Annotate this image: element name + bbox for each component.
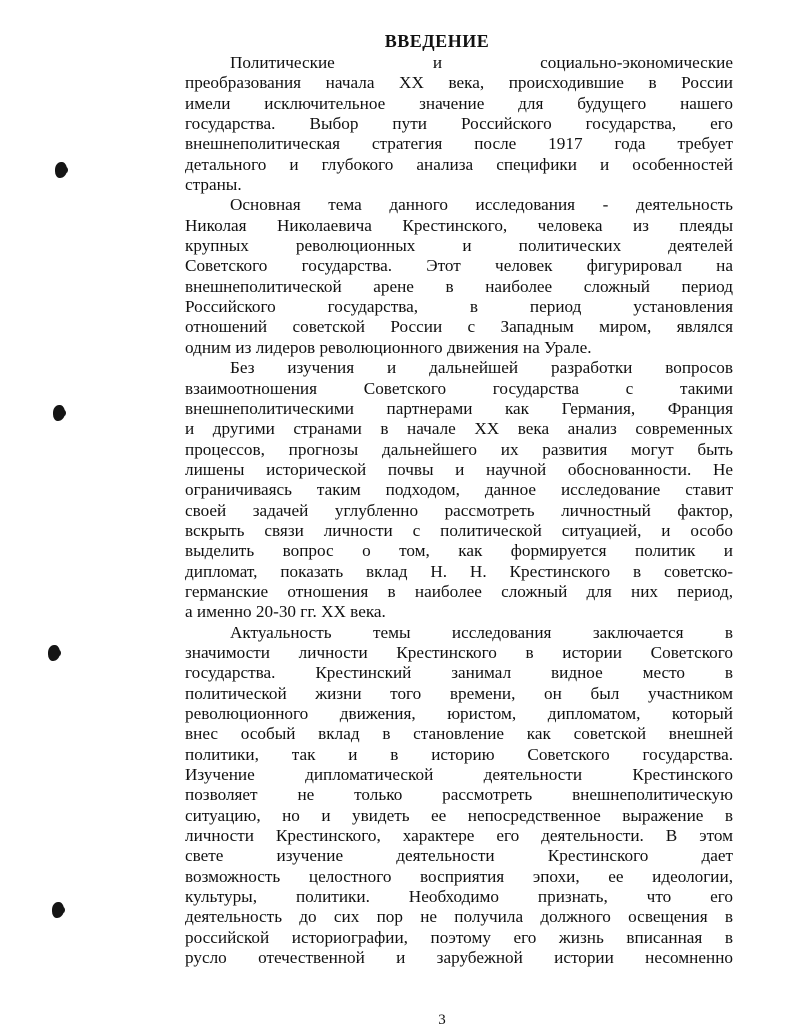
text-line: имели исключительное значение для будущего нашего bbox=[185, 93, 733, 113]
punch-hole-mark bbox=[55, 162, 67, 178]
text-line: деятельность до сих пор не получила должного освещения в bbox=[185, 907, 733, 927]
punch-hole-mark bbox=[53, 405, 65, 421]
text-line: Политические и социально-экономические bbox=[230, 53, 733, 72]
text-line: свете изучение деятельности Крестинского дает bbox=[185, 846, 733, 866]
page-number: 3 bbox=[438, 1012, 446, 1028]
text-line: одним из лидеров революционного движения на Урале. bbox=[185, 337, 592, 357]
text-line: значимости личности Крестинского в истории Советского bbox=[185, 642, 733, 662]
text-line: Без изучения и дальнейшей разработки вопросов bbox=[230, 358, 733, 378]
text-line: внешнеполитической арене в наиболее сложный период bbox=[185, 276, 733, 296]
text-line: революционного движения, юристом, дипломатом, который bbox=[185, 704, 733, 723]
text-line: ограничиваясь таким подходом, данное исследование ставит bbox=[185, 480, 733, 500]
text-line: внешнеполитическими партнерами как Германия, Франция bbox=[185, 398, 733, 418]
text-line: культуры, политики. Необходимо признать, что его bbox=[185, 887, 733, 907]
text-line: Российского государства, в период установления bbox=[185, 297, 733, 317]
text-line: детального и глубокого анализа специфики и особенностей bbox=[185, 154, 733, 174]
text-line: вскрыть связи личности с политической ситуацией, и особо bbox=[185, 520, 733, 540]
body-text bbox=[185, 53, 733, 968]
text-line: внес особый вклад в становление как советской внешней bbox=[185, 724, 733, 744]
text-line: Изучение дипломатической деятельности Крестинского bbox=[185, 765, 733, 785]
text-line: Советского государства. Этот человек фигурировал на bbox=[185, 256, 733, 276]
text-line: русло отечественной и зарубежной истории несомненно bbox=[185, 948, 733, 968]
text-line: политики, так и в историю Советского государства. bbox=[185, 744, 733, 764]
text-line: позволяет не только рассмотреть внешнеполитическую bbox=[185, 785, 733, 805]
text-line: крупных революционных и политических деятелей bbox=[185, 236, 733, 256]
text-line: личности Крестинского, характере его деятельности. В этом bbox=[185, 826, 733, 846]
text-line: процессов, прогнозы дальнейшего их развития могут быть bbox=[185, 439, 733, 459]
text-line: Николая Николаевича Крестинского, человека из плеяды bbox=[185, 215, 733, 235]
text-line: политической жизни того времени, он был участником bbox=[185, 683, 733, 703]
text-line: преобразования начала XX века, происходившие в России bbox=[185, 73, 733, 93]
text-line: взаимоотношения Советского государства с такими bbox=[185, 378, 733, 398]
page-title: ВВЕДЕНИЕ bbox=[384, 31, 490, 51]
punch-hole-mark bbox=[52, 902, 64, 918]
text-line: государства. Выбор пути Российского государства, его bbox=[185, 114, 733, 134]
text-line: и другими странами в начале XX века анализ современных bbox=[185, 419, 733, 439]
text-line: а именно 20-30 гг. XX века. bbox=[185, 602, 386, 622]
text-line: своей задачей углубленно рассмотреть личностный фактор, bbox=[185, 500, 733, 520]
text-line: страны. bbox=[185, 175, 242, 195]
text-line: возможность целостного восприятия эпохи, ее идеологии, bbox=[185, 866, 733, 886]
text-line: государства. Крестинский занимал видное место в bbox=[185, 663, 733, 683]
text-line: лишены исторической почвы и научной обоснованности. Не bbox=[185, 459, 733, 479]
text-line: ситуацию, но и увидеть ее непосредственное выражение в bbox=[185, 805, 733, 825]
text-line: российской историографии, поэтому его жизнь вписанная в bbox=[185, 927, 733, 947]
text-line: Актуальность темы исследования заключается в bbox=[230, 622, 733, 642]
text-line: дипломат, показать вклад Н. Н. Крестинского в советско- bbox=[185, 561, 733, 581]
text-line: внешнеполитическая стратегия после 1917 года требует bbox=[185, 134, 733, 154]
text-line: выделить вопрос о том, как формируется политик и bbox=[185, 541, 733, 561]
text-line: германские отношения в наиболее сложный для них период, bbox=[185, 581, 733, 601]
text-line: отношений советской России с Западным миром, являлся bbox=[185, 317, 733, 337]
text-line: Основная тема данного исследования - деятельность bbox=[230, 195, 733, 215]
punch-hole-mark bbox=[48, 645, 60, 661]
